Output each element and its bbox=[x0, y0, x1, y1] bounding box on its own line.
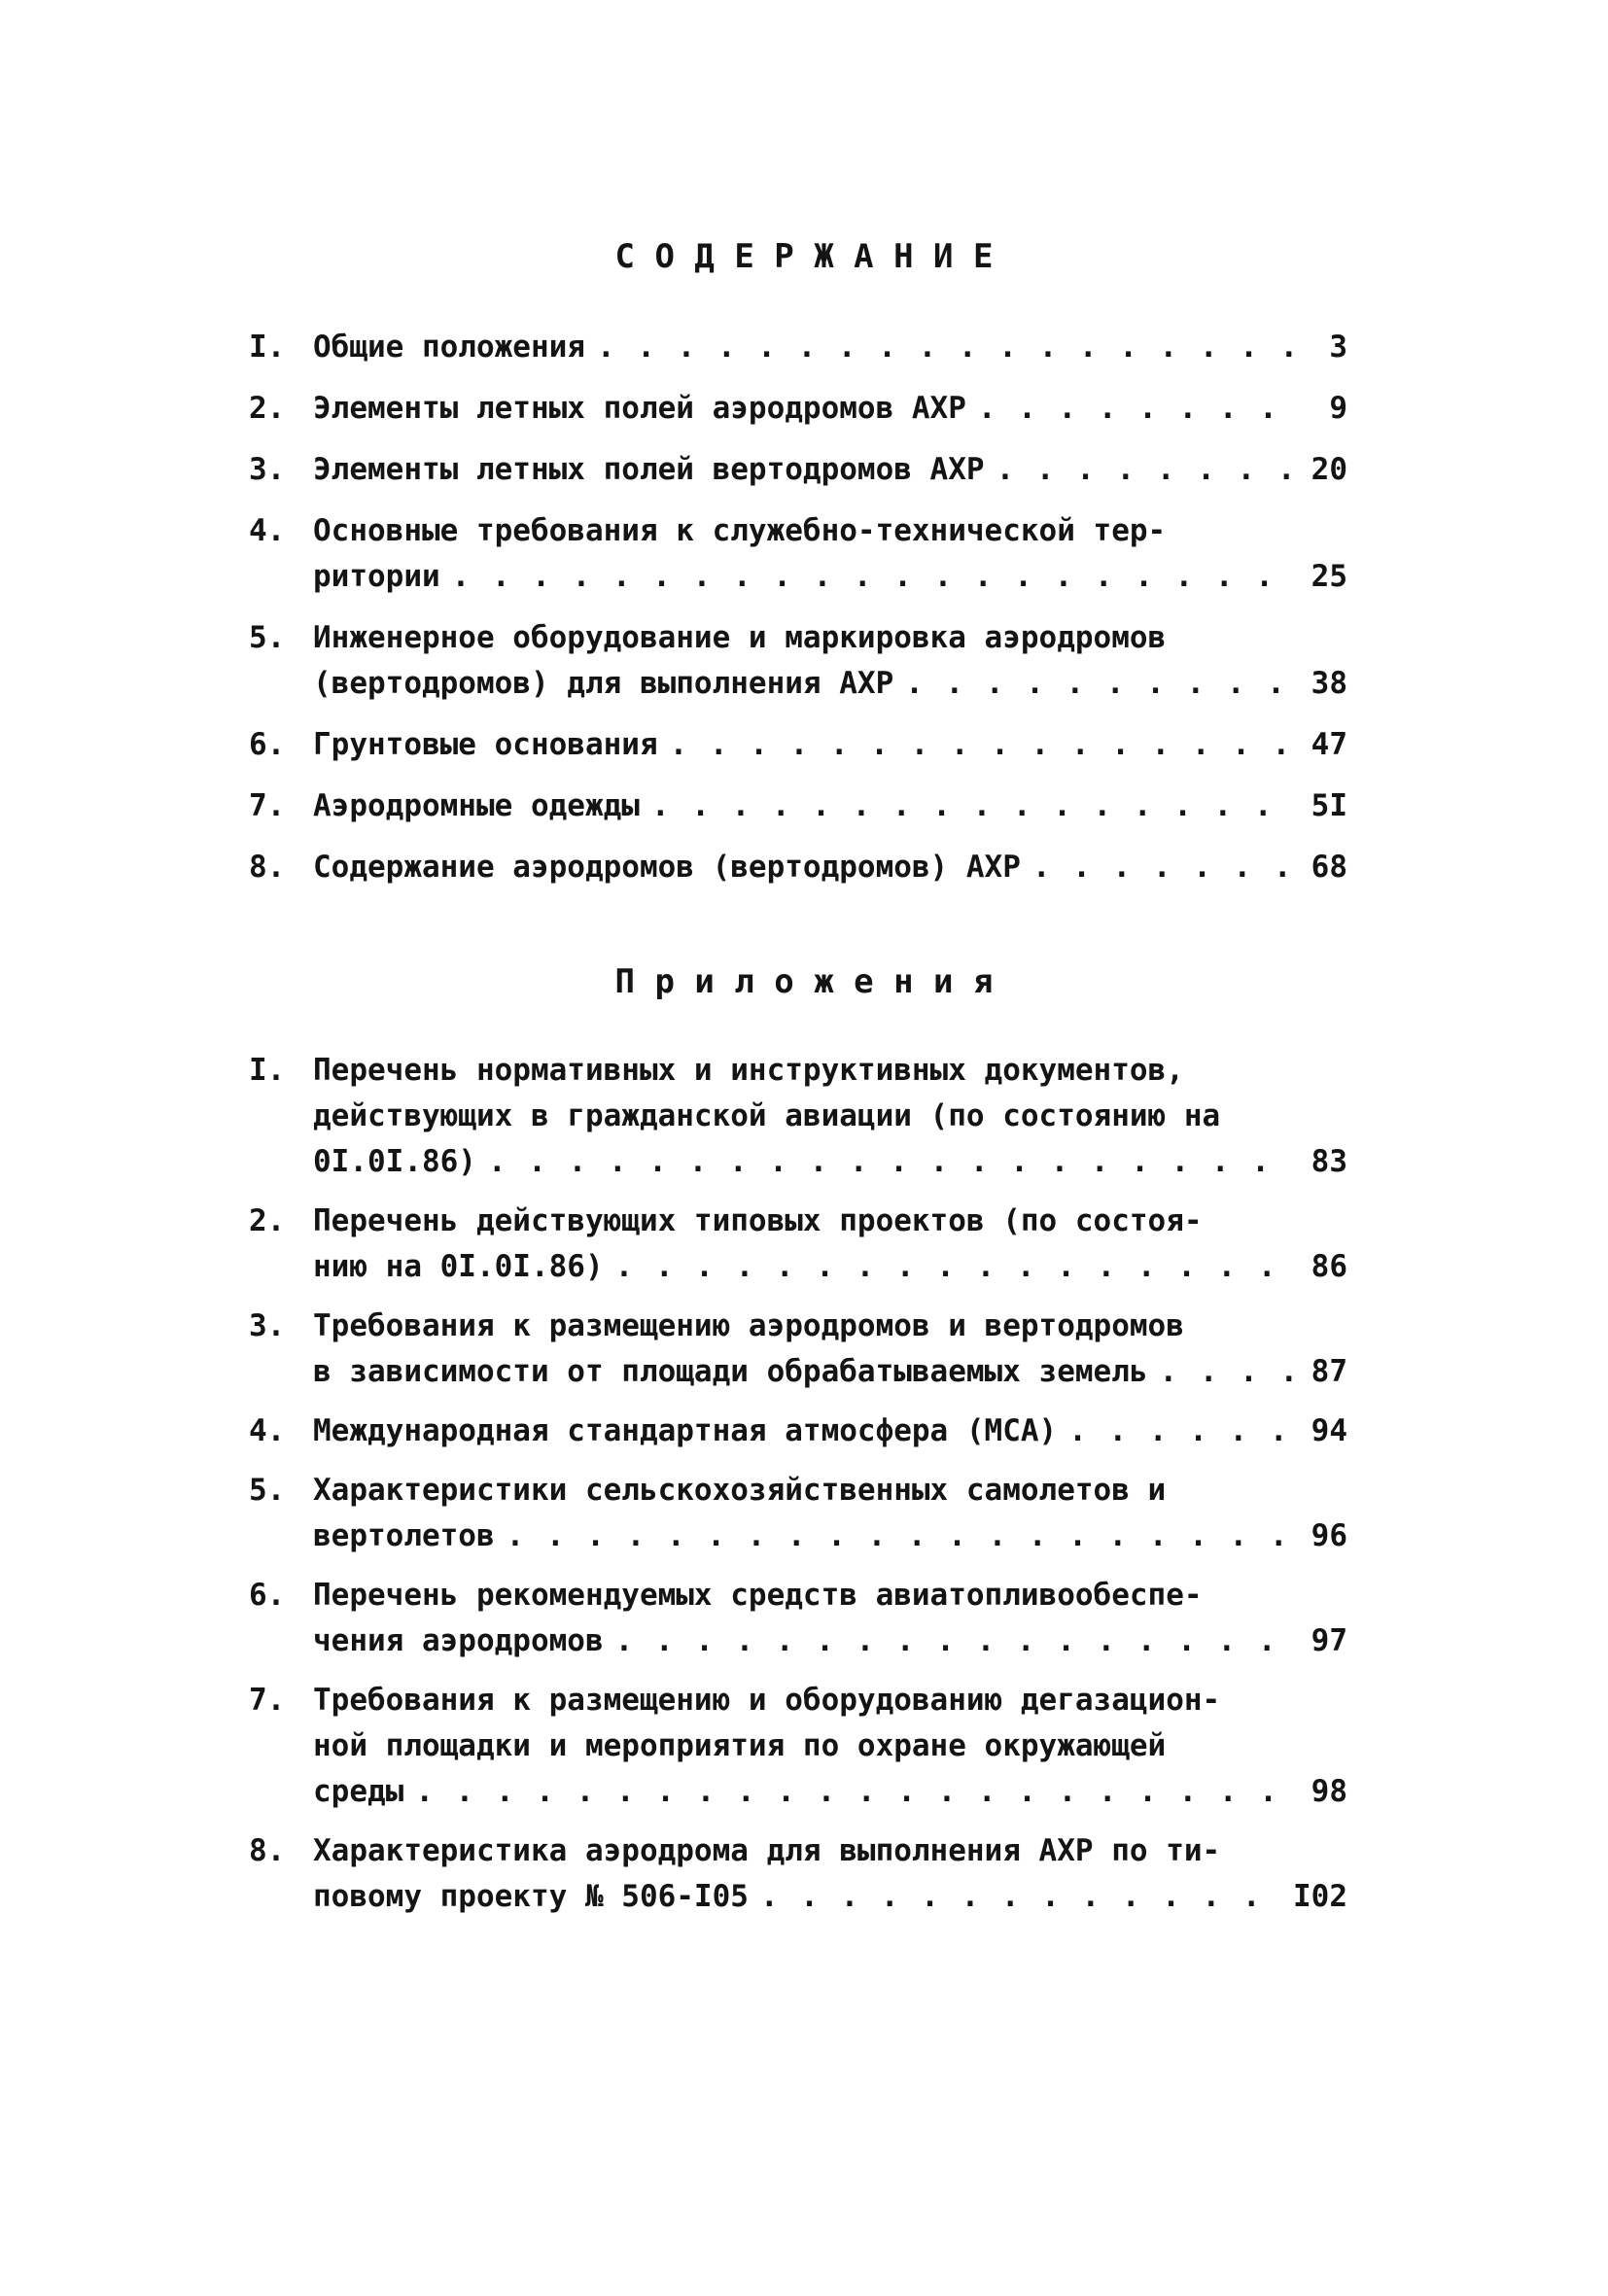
toc-entry bbox=[249, 1048, 1347, 1185]
entry-title-text: Характеристики сельскохозяйственных самолетов и bbox=[313, 1473, 1167, 1508]
page-number: I02 bbox=[1293, 1879, 1347, 1914]
entry-body bbox=[313, 447, 1347, 493]
page-number: 5I bbox=[1311, 788, 1347, 823]
entry-number: 4. bbox=[249, 1413, 286, 1448]
entry-title-text: вертолетов bbox=[313, 1518, 495, 1553]
page-number: 68 bbox=[1311, 850, 1347, 885]
entry-body bbox=[313, 1304, 1347, 1395]
dot-leader bbox=[651, 783, 1295, 829]
entry-number: 6. bbox=[249, 1578, 286, 1613]
contents-list bbox=[249, 325, 1347, 890]
page-number: 86 bbox=[1311, 1249, 1347, 1284]
entry-title-text: 0I.0I.86) bbox=[313, 1144, 476, 1179]
dot-leader bbox=[760, 1874, 1283, 1920]
page-number: 97 bbox=[1311, 1623, 1347, 1658]
entry-title-text: Перечень действующих типовых проектов (по состоя- bbox=[313, 1203, 1203, 1238]
page-number: 94 bbox=[1311, 1413, 1347, 1448]
entry-body bbox=[313, 508, 1347, 600]
entry-body bbox=[313, 1409, 1347, 1454]
entry-title-text: (вертодромов) для выполнения АХР bbox=[313, 666, 894, 701]
entry-number: 6. bbox=[249, 727, 286, 762]
entry-line bbox=[313, 1349, 1347, 1395]
entry-line bbox=[313, 508, 1347, 554]
entry-title-text: Содержание аэродромов (вертодромов) АХР bbox=[313, 850, 1021, 885]
entry-title-text: действующих в гражданской авиации (по состоянию на bbox=[313, 1098, 1221, 1133]
entry-title-text: Международная стандартная атмосфера (МСА) bbox=[313, 1413, 1058, 1448]
entry-line bbox=[313, 783, 1347, 829]
dot-leader bbox=[615, 1618, 1295, 1664]
toc-entry bbox=[249, 722, 1347, 768]
entry-line bbox=[313, 1678, 1347, 1723]
entry-line bbox=[313, 1723, 1347, 1769]
entry-line bbox=[313, 554, 1347, 600]
entry-body bbox=[313, 1573, 1347, 1664]
page-number: 38 bbox=[1311, 666, 1347, 701]
entry-body bbox=[313, 783, 1347, 829]
entry-line bbox=[313, 386, 1347, 432]
page-number: 96 bbox=[1311, 1518, 1347, 1553]
entry-number: I. bbox=[249, 1053, 286, 1088]
contents-title: С О Д Е Р Ж А Н И Е bbox=[614, 237, 994, 276]
entry-line bbox=[313, 1513, 1347, 1559]
entry-number: 8. bbox=[249, 850, 286, 885]
entry-line bbox=[313, 1094, 1347, 1139]
entry-line bbox=[313, 1874, 1347, 1920]
toc-entry bbox=[249, 1468, 1347, 1559]
entry-line bbox=[313, 325, 1347, 370]
entry-line bbox=[313, 1199, 1347, 1244]
entry-title-text: повому проекту № 506-I05 bbox=[313, 1879, 749, 1914]
entry-body bbox=[313, 845, 1347, 890]
dot-leader bbox=[415, 1769, 1295, 1815]
toc-entry bbox=[249, 1573, 1347, 1664]
entry-title-text: Элементы летных полей аэродромов АХР bbox=[313, 391, 966, 426]
entry-body bbox=[313, 1678, 1347, 1815]
entry-body bbox=[313, 325, 1347, 370]
dot-leader bbox=[905, 661, 1295, 707]
entry-title-text: Перечень рекомендуемых средств авиатопливообеспе- bbox=[313, 1578, 1203, 1613]
entry-title-text: Требования к размещению и оборудованию дегазацион- bbox=[313, 1683, 1221, 1718]
dot-leader bbox=[1068, 1409, 1295, 1454]
entry-body bbox=[313, 1048, 1347, 1185]
entry-body bbox=[313, 722, 1347, 768]
entry-line bbox=[313, 1409, 1347, 1454]
dot-leader bbox=[507, 1513, 1295, 1559]
entry-body bbox=[313, 615, 1347, 707]
entry-body bbox=[313, 386, 1347, 432]
entry-line bbox=[313, 1828, 1347, 1874]
toc-entry bbox=[249, 1304, 1347, 1395]
page-number: 3 bbox=[1329, 330, 1347, 365]
toc-entry bbox=[249, 615, 1347, 707]
entry-body bbox=[313, 1199, 1347, 1290]
entry-title-text: Аэродромные одежды bbox=[313, 788, 640, 823]
entry-number: I. bbox=[249, 330, 286, 365]
entry-line bbox=[313, 1618, 1347, 1664]
entry-number: 7. bbox=[249, 1683, 286, 1718]
toc-entry bbox=[249, 783, 1347, 829]
entry-title-text: чения аэродромов bbox=[313, 1623, 604, 1658]
entry-title-text: Элементы летных полей вертодромов АХР bbox=[313, 452, 985, 487]
toc-entry bbox=[249, 1199, 1347, 1290]
entry-title-text: ритории bbox=[313, 559, 440, 594]
dot-leader bbox=[597, 325, 1295, 370]
entry-number: 2. bbox=[249, 1203, 286, 1238]
entry-title-text: среды bbox=[313, 1774, 404, 1809]
dot-leader bbox=[670, 722, 1295, 768]
page-number: 20 bbox=[1311, 452, 1347, 487]
entry-title-text: Перечень нормативных и инструктивных документов, bbox=[313, 1053, 1184, 1088]
entry-line bbox=[313, 615, 1347, 661]
entry-title-text: Общие положения bbox=[313, 330, 585, 365]
entry-number: 3. bbox=[249, 1308, 286, 1343]
toc-entry bbox=[249, 508, 1347, 600]
entry-number: 2. bbox=[249, 391, 286, 426]
dot-leader bbox=[1032, 845, 1295, 890]
entry-number: 8. bbox=[249, 1833, 286, 1868]
entry-number: 5. bbox=[249, 1473, 286, 1508]
entry-line bbox=[313, 1048, 1347, 1094]
entry-title-text: Характеристика аэродрома для выполнения АХР по ти- bbox=[313, 1833, 1221, 1868]
entry-title-text: ной площадки и мероприятия по охране окружающей bbox=[313, 1728, 1167, 1763]
entry-line bbox=[313, 1244, 1347, 1290]
entry-line bbox=[313, 722, 1347, 768]
toc-entry bbox=[249, 447, 1347, 493]
page-number: 9 bbox=[1329, 391, 1347, 426]
entry-title-text: Требования к размещению аэродромов и вертодромов bbox=[313, 1308, 1184, 1343]
toc-entry bbox=[249, 325, 1347, 370]
toc-entry bbox=[249, 1828, 1347, 1920]
entry-number: 4. bbox=[249, 513, 286, 548]
entry-title-text: в зависимости от площади обрабатываемых земель bbox=[313, 1354, 1148, 1389]
entry-line bbox=[313, 661, 1347, 707]
page-number: 83 bbox=[1311, 1144, 1347, 1179]
entry-title-text: Грунтовые основания bbox=[313, 727, 658, 762]
page-number: 98 bbox=[1311, 1774, 1347, 1809]
entry-line bbox=[313, 1573, 1347, 1618]
page-number: 25 bbox=[1311, 559, 1347, 594]
dot-leader bbox=[996, 447, 1295, 493]
entry-line bbox=[313, 1769, 1347, 1815]
toc-entry bbox=[249, 1409, 1347, 1454]
appendices-title: П р и л о ж е н и я bbox=[614, 962, 994, 1001]
entry-body bbox=[313, 1828, 1347, 1920]
entry-title-text: Основные требования к служебно-технической тер- bbox=[313, 513, 1167, 548]
dot-leader bbox=[978, 386, 1295, 432]
entry-number: 5. bbox=[249, 620, 286, 655]
entry-line bbox=[313, 1304, 1347, 1349]
entry-number: 7. bbox=[249, 788, 286, 823]
toc-entry bbox=[249, 845, 1347, 890]
entry-line bbox=[313, 1468, 1347, 1513]
entry-body bbox=[313, 1468, 1347, 1559]
page-number: 87 bbox=[1311, 1354, 1347, 1389]
dot-leader bbox=[615, 1244, 1295, 1290]
dot-leader bbox=[452, 554, 1295, 600]
entry-number: 3. bbox=[249, 452, 286, 487]
entry-line bbox=[313, 845, 1347, 890]
entry-line bbox=[313, 447, 1347, 493]
page-number: 47 bbox=[1311, 727, 1347, 762]
toc-entry bbox=[249, 1678, 1347, 1815]
entry-line bbox=[313, 1139, 1347, 1185]
toc-entry bbox=[249, 386, 1347, 432]
entry-title-text: Инженерное оборудование и маркировка аэродромов bbox=[313, 620, 1167, 655]
dot-leader bbox=[1160, 1349, 1295, 1395]
dot-leader bbox=[488, 1139, 1295, 1185]
appendices-list bbox=[249, 1048, 1347, 1920]
entry-title-text: нию на 0I.0I.86) bbox=[313, 1249, 604, 1284]
